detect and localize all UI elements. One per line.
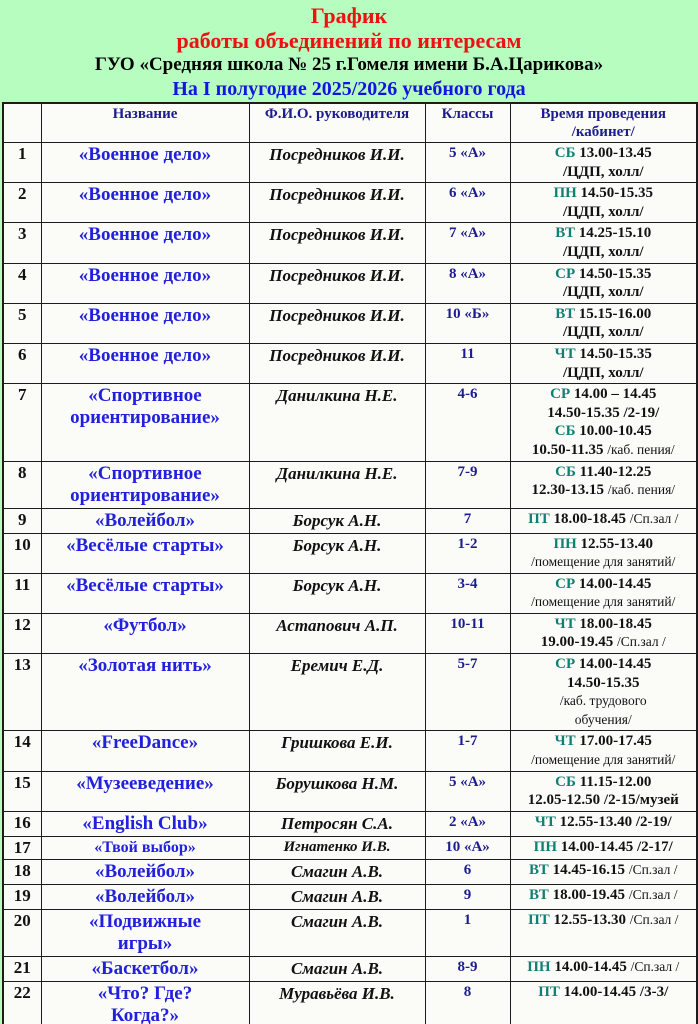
- club-name: «Военное дело»: [41, 263, 249, 303]
- weekday-abbrev: ВТ: [555, 225, 576, 242]
- time-and-room: ПН 14.00-14.45 /2-17/: [510, 836, 697, 859]
- row-number: 1: [3, 143, 41, 183]
- classes-value: 5-7: [425, 654, 510, 731]
- table-row: [3, 263, 697, 303]
- club-name: «FreeDance»: [41, 731, 249, 771]
- table-row: [3, 183, 697, 223]
- weekday-abbrev: ПН: [553, 535, 577, 552]
- time-and-room: ПН 12.55-13.40 /помещение для занятий/: [510, 533, 697, 573]
- weekday-abbrev: ЧТ: [534, 813, 556, 830]
- weekday-abbrev: СБ: [555, 463, 576, 480]
- time-and-room: СР 14.50-15.35 /ЦДП, холл/: [510, 263, 697, 303]
- weekday-abbrev: СБ: [554, 145, 576, 161]
- table-row: [3, 143, 697, 183]
- title-line-2: работы объединений по интересам: [176, 28, 522, 53]
- classes-value: 8 «А»: [425, 263, 510, 303]
- weekday-abbrev: ПТ: [528, 510, 550, 527]
- classes-value: 1-7: [425, 731, 510, 771]
- classes-value: 4-6: [425, 384, 510, 461]
- weekday-abbrev: СБ: [555, 773, 576, 790]
- table-row: [3, 884, 697, 909]
- row-number: 14: [3, 731, 41, 771]
- club-name: «Весёлые старты»: [41, 573, 249, 613]
- leader-name: Борушкова Н.М.: [249, 771, 425, 811]
- row-number: 22: [3, 981, 41, 1024]
- leader-name: Посредников И.И.: [249, 143, 425, 183]
- time-and-room: ЧТ 12.55-13.40 /2-19/: [510, 811, 697, 836]
- club-name: «Спортивное ориентирование»: [41, 461, 249, 508]
- table-row: [3, 573, 697, 613]
- leader-name: Посредников И.И.: [249, 263, 425, 303]
- classes-value: 1-2: [425, 533, 510, 573]
- time-and-room: ВТ 15.15-16.00 /ЦДП, холл/: [510, 303, 697, 343]
- time-and-room: ПТ 18.00-18.45 /Сп.зал /: [510, 508, 697, 533]
- table-row: [3, 909, 697, 956]
- row-number: 3: [3, 223, 41, 263]
- classes-value: 10-11: [425, 613, 510, 653]
- weekday-abbrev: ВТ: [529, 886, 549, 903]
- row-number: 16: [3, 811, 41, 836]
- classes-value: 1: [425, 909, 510, 956]
- row-number: 11: [3, 573, 41, 613]
- schedule-table-body: [3, 143, 697, 1024]
- row-number: 6: [3, 343, 41, 383]
- classes-value: 11: [425, 343, 510, 383]
- weekday-abbrev: ЧТ: [554, 345, 576, 362]
- time-and-room: СБ 11.15-12.00 12.05-12.50 /2-15/музей: [510, 771, 697, 811]
- weekday-abbrev: СР: [555, 575, 576, 592]
- time-and-room: СР 14.00-14.45 /помещение для занятий/: [510, 573, 697, 613]
- weekday-abbrev: ПН: [553, 185, 577, 202]
- classes-value: 9: [425, 884, 510, 909]
- row-number: 4: [3, 263, 41, 303]
- club-name: «Твой выбор»: [41, 836, 249, 859]
- leader-name: Посредников И.И.: [249, 303, 425, 343]
- club-name: «Военное дело»: [41, 303, 249, 343]
- classes-value: 8: [425, 981, 510, 1024]
- weekday-abbrev: ПТ: [538, 983, 560, 1000]
- row-number: 5: [3, 303, 41, 343]
- row-number: 7: [3, 384, 41, 461]
- classes-value: 7-9: [425, 461, 510, 508]
- leader-name: Данилкина Н.Е.: [249, 461, 425, 508]
- time-and-room: ЧТ 14.50-15.35 /ЦДП, холл/: [510, 343, 697, 383]
- row-number: 12: [3, 613, 41, 653]
- schedule-table: [2, 102, 698, 1024]
- club-name: «Военное дело»: [41, 183, 249, 223]
- leader-name: Гришкова Е.И.: [249, 731, 425, 771]
- row-number: 18: [3, 859, 41, 884]
- weekday-abbrev: ЧТ: [554, 733, 576, 750]
- weekday-abbrev: ПН: [527, 958, 551, 975]
- column-header-time: [510, 103, 697, 143]
- row-number: 8: [3, 461, 41, 508]
- column-header-time-line1: Время проведения: [540, 106, 666, 122]
- leader-name: Борсук А.Н.: [249, 508, 425, 533]
- document-header: [0, 0, 698, 101]
- club-name: «Футбол»: [41, 613, 249, 653]
- table-row: [3, 303, 697, 343]
- leader-name: Петросян С.А.: [249, 811, 425, 836]
- leader-name: Смагин А.В.: [249, 859, 425, 884]
- table-row: [3, 343, 697, 383]
- weekday-abbrev: ПТ: [528, 911, 550, 928]
- classes-value: 5 «А»: [425, 771, 510, 811]
- table-row: [3, 836, 697, 859]
- club-name: «Баскетбол»: [41, 956, 249, 981]
- leader-name: Борсук А.Н.: [249, 573, 425, 613]
- time-and-room: СР 14.00 – 14.45 14.50-15.35 /2-19/ СБ 10.00-10.45 10.50-11.35 /каб. пения/: [510, 384, 697, 461]
- table-row: [3, 956, 697, 981]
- weekday-abbrev: СР: [555, 656, 576, 673]
- table-row: [3, 223, 697, 263]
- classes-value: 5 «А»: [425, 143, 510, 183]
- club-name: «Военное дело»: [41, 343, 249, 383]
- column-header-fio: Ф.И.О. руководителя: [249, 103, 425, 143]
- leader-name: Еремич Е.Д.: [249, 654, 425, 731]
- corner-cell: [3, 103, 41, 143]
- leader-name: Смагин А.В.: [249, 956, 425, 981]
- row-number: 21: [3, 956, 41, 981]
- classes-value: 7: [425, 508, 510, 533]
- column-header-classes: Классы: [425, 103, 510, 143]
- leader-name: Посредников И.И.: [249, 343, 425, 383]
- club-name: «Музееведение»: [41, 771, 249, 811]
- club-name: «Волейбол»: [41, 884, 249, 909]
- row-number: 2: [3, 183, 41, 223]
- leader-name: Борсук А.Н.: [249, 533, 425, 573]
- table-header-row: [3, 103, 697, 143]
- club-name: «Военное дело»: [41, 143, 249, 183]
- row-number: 19: [3, 884, 41, 909]
- table-row: [3, 731, 697, 771]
- time-and-room: ПТ 14.00-14.45 /3-3/: [510, 981, 697, 1024]
- time-and-room: ВТ 18.00-19.45 /Сп.зал /: [510, 884, 697, 909]
- row-number: 17: [3, 836, 41, 859]
- weekday-abbrev: ВТ: [529, 861, 549, 878]
- club-name: «Военное дело»: [41, 223, 249, 263]
- row-number: 9: [3, 508, 41, 533]
- club-name: «Спортивное ориентирование»: [41, 384, 249, 461]
- table-row: [3, 981, 697, 1024]
- time-and-room: ПТ 12.55-13.30 /Сп.зал /: [510, 909, 697, 956]
- leader-name: Смагин А.В.: [249, 909, 425, 956]
- weekday-abbrev: СБ: [554, 423, 576, 440]
- club-name: «Волейбол»: [41, 508, 249, 533]
- club-name: «Что? Где? Когда?»: [41, 981, 249, 1024]
- column-header-name: Название: [41, 103, 249, 143]
- row-number: 20: [3, 909, 41, 956]
- classes-value: 2 «А»: [425, 811, 510, 836]
- leader-name: Посредников И.И.: [249, 223, 425, 263]
- time-and-room: ПН 14.50-15.35 /ЦДП, холл/: [510, 183, 697, 223]
- table-row: [3, 811, 697, 836]
- club-name: «Золотая нить»: [41, 654, 249, 731]
- club-name: «English Club»: [41, 811, 249, 836]
- classes-value: 10 «Б»: [425, 303, 510, 343]
- classes-value: 10 «А»: [425, 836, 510, 859]
- period-line: На I полугодие 2025/2026 учебного года: [172, 78, 526, 100]
- table-row: [3, 461, 697, 508]
- classes-value: 8-9: [425, 956, 510, 981]
- weekday-abbrev: ПН: [533, 838, 557, 855]
- classes-value: 6: [425, 859, 510, 884]
- time-and-room: ВТ 14.25-15.10 /ЦДП, холл/: [510, 223, 697, 263]
- club-name: «Подвижные игры»: [41, 909, 249, 956]
- time-and-room: ВТ 14.45-16.15 /Сп.зал /: [510, 859, 697, 884]
- leader-name: Смагин А.В.: [249, 884, 425, 909]
- leader-name: Игнатенко И.В.: [249, 836, 425, 859]
- weekday-abbrev: ВТ: [555, 305, 576, 322]
- leader-name: Данилкина Н.Е.: [249, 384, 425, 461]
- time-and-room: СР 14.00-14.45 14.50-15.35 /каб. трудового обучения/: [510, 654, 697, 731]
- table-row: [3, 771, 697, 811]
- classes-value: 7 «А»: [425, 223, 510, 263]
- table-row: [3, 508, 697, 533]
- time-and-room: СБ 13.00-13.45 /ЦДП, холл/: [510, 143, 697, 183]
- table-row: [3, 613, 697, 653]
- row-number: 10: [3, 533, 41, 573]
- weekday-abbrev: ЧТ: [554, 615, 576, 632]
- table-row: [3, 654, 697, 731]
- table-row: [3, 533, 697, 573]
- row-number: 13: [3, 654, 41, 731]
- table-row: [3, 384, 697, 461]
- leader-name: Посредников И.И.: [249, 183, 425, 223]
- club-name: «Волейбол»: [41, 859, 249, 884]
- classes-value: 6 «А»: [425, 183, 510, 223]
- time-and-room: ЧТ 18.00-18.45 19.00-19.45 /Сп.зал /: [510, 613, 697, 653]
- time-and-room: ПН 14.00-14.45 /Сп.зал /: [510, 956, 697, 981]
- row-number: 15: [3, 771, 41, 811]
- weekday-abbrev: СР: [550, 386, 571, 403]
- club-name: «Весёлые старты»: [41, 533, 249, 573]
- table-row: [3, 859, 697, 884]
- school-name: ГУО «Средняя школа № 25 г.Гомеля имени Б.А.Царикова»: [94, 54, 604, 75]
- weekday-abbrev: СР: [555, 265, 576, 282]
- time-and-room: ЧТ 17.00-17.45 /помещение для занятий/: [510, 731, 697, 771]
- classes-value: 3-4: [425, 573, 510, 613]
- time-and-room: СБ 11.40-12.25 12.30-13.15 /каб. пения/: [510, 461, 697, 508]
- column-header-time-line2: /кабинет/: [571, 124, 635, 140]
- leader-name: Муравьёва И.В.: [249, 981, 425, 1024]
- leader-name: Астапович А.П.: [249, 613, 425, 653]
- title-line-1: График: [310, 3, 388, 28]
